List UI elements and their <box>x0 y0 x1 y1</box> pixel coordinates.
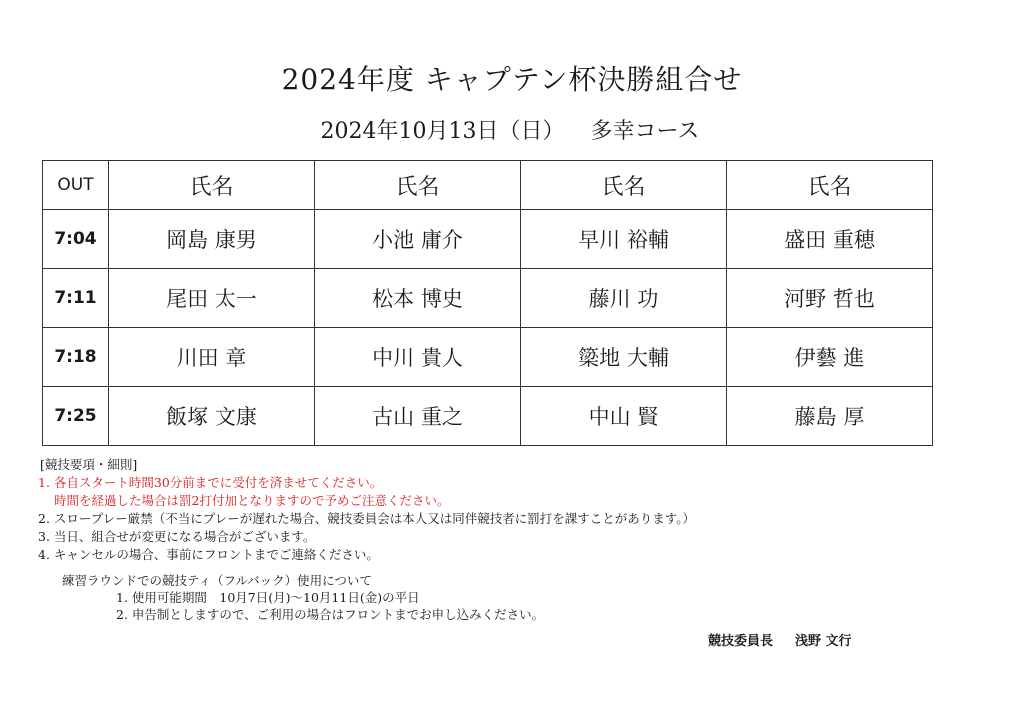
player-name: 伊藝 進 <box>727 328 933 387</box>
signature <box>708 630 852 649</box>
tee-time: 7:11 <box>43 269 109 328</box>
player-name: 古山 重之 <box>315 387 521 446</box>
column-header-name: 氏名 <box>521 161 727 210</box>
player-name: 中川 貴人 <box>315 328 521 387</box>
course-name: 多幸コース <box>590 119 700 144</box>
signature-role: 競技委員長 <box>708 634 774 649</box>
player-name: 飯塚 文康 <box>109 387 315 446</box>
event-date: 2024年10月13日（日） <box>320 119 565 144</box>
rule-item-3: 3. 当日、組合せが変更になる場合がございます。 <box>38 529 316 544</box>
rule-item-4: 4. キャンセルの場合、事前にフロントまでご連絡ください。 <box>38 547 379 562</box>
player-name: 尾田 太一 <box>109 269 315 328</box>
column-header-name: 氏名 <box>727 161 933 210</box>
column-header-out: OUT <box>43 161 109 210</box>
tee-time: 7:04 <box>43 210 109 269</box>
column-header-name: 氏名 <box>315 161 521 210</box>
player-name: 藤島 厚 <box>727 387 933 446</box>
player-name: 藤川 功 <box>521 269 727 328</box>
signature-name: 浅野 文行 <box>795 634 852 649</box>
table-row <box>43 269 933 328</box>
competition-rules <box>38 456 978 564</box>
page-title: 2024年度 キャプテン杯決勝組合せ <box>281 63 743 96</box>
player-name: 簗地 大輔 <box>521 328 727 387</box>
player-name: 松本 博史 <box>315 269 521 328</box>
rule-item-1-note: 時間を経過した場合は罰2打付加となりますので予めご注意ください。 <box>54 493 450 508</box>
tee-time: 7:25 <box>43 387 109 446</box>
table-row <box>43 210 933 269</box>
event-subtitle <box>250 114 770 145</box>
practice-round-notice <box>62 572 544 623</box>
player-name: 盛田 重穂 <box>727 210 933 269</box>
player-name: 小池 庸介 <box>315 210 521 269</box>
player-name: 中山 賢 <box>521 387 727 446</box>
rule-item-1: 1. 各自スタート時間30分前までに受付を済ませてください。 <box>38 475 383 490</box>
pairings-table <box>42 160 933 446</box>
table-header-row <box>43 161 933 210</box>
rules-heading: [競技要項・細則] <box>40 457 138 472</box>
practice-heading: 練習ラウンドでの競技ティ（フルバック）使用について <box>62 573 372 588</box>
practice-item-2: 2. 申告制としますので、ご利用の場合はフロントまでお申し込みください。 <box>116 607 545 622</box>
rule-item-2: 2. スロープレー厳禁（不当にプレーが遅れた場合、競技委員会は本人又は同伴競技者に罰打を課すことがあります。） <box>38 511 696 526</box>
player-name: 河野 哲也 <box>727 269 933 328</box>
practice-item-1: 1. 使用可能期間 10月7日(月)～10月11日(金)の平日 <box>116 590 420 605</box>
column-header-name: 氏名 <box>109 161 315 210</box>
player-name: 早川 裕輔 <box>521 210 727 269</box>
player-name: 川田 章 <box>109 328 315 387</box>
player-name: 岡島 康男 <box>109 210 315 269</box>
table-row <box>43 328 933 387</box>
tee-time: 7:18 <box>43 328 109 387</box>
table-row <box>43 387 933 446</box>
